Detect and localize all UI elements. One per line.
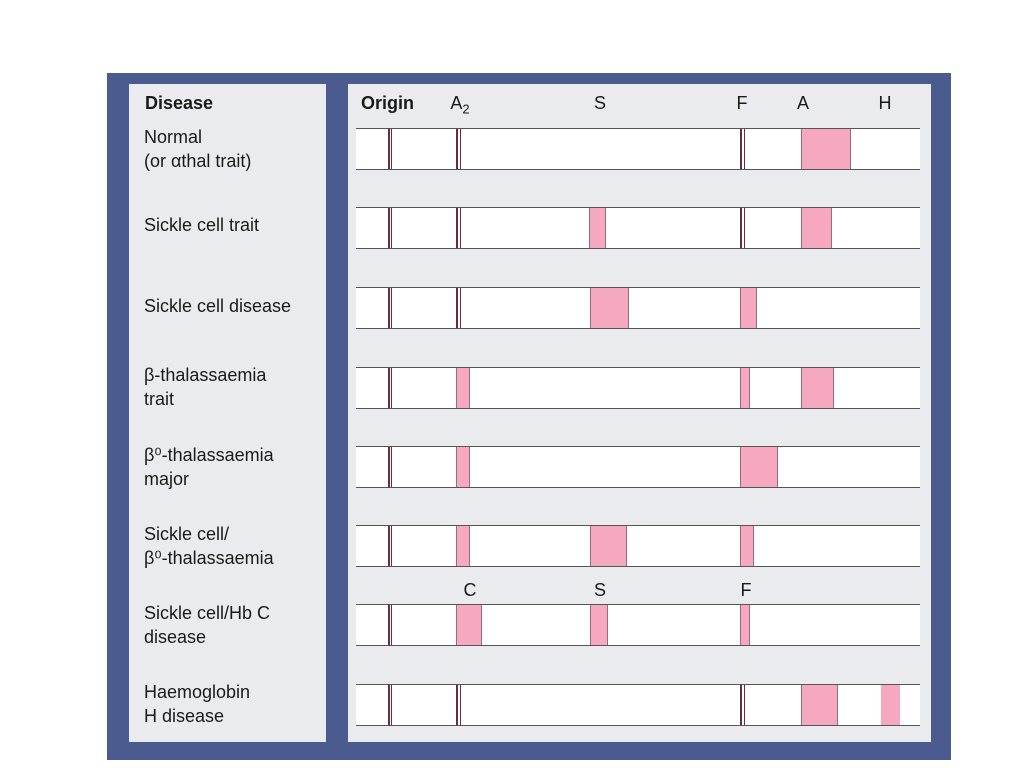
origin-header: Origin <box>361 93 414 113</box>
s-header: S <box>593 93 606 113</box>
disease-label-sickle-disease: Sickle cell disease <box>144 296 292 316</box>
hbf-band <box>740 605 750 645</box>
f-mark <box>740 129 745 169</box>
a2-mark <box>456 208 461 248</box>
hbf-band <box>740 288 757 328</box>
disease-label-beta0-thal-major: β⁰-thalassaemia major <box>144 445 274 489</box>
hba-band <box>801 208 832 248</box>
a-header: A <box>796 93 809 113</box>
f-mark <box>740 685 745 725</box>
origin-mark <box>388 605 392 645</box>
origin-mark <box>388 685 392 725</box>
hba2-band <box>456 526 470 566</box>
a2-mark <box>456 288 461 328</box>
origin-mark <box>388 208 392 248</box>
hbf-band <box>740 368 750 408</box>
disease-header: Disease <box>145 93 214 113</box>
disease-label-sickle-hbc: Sickle cell/Hb C disease <box>144 603 271 647</box>
a2-mark <box>456 685 461 725</box>
disease-label-normal: Normal (or αthal trait) <box>144 127 252 171</box>
disease-label-sickle-beta0-thal: Sickle cell/ β⁰-thalassaemia <box>144 524 274 568</box>
hba2-band <box>456 447 470 487</box>
origin-mark <box>388 447 392 487</box>
gel-strip-sickle-trait <box>356 207 920 249</box>
hbs-band <box>590 526 627 566</box>
disease-label-beta-thal-trait: β-thalassaemia trait <box>144 365 267 409</box>
origin-mark <box>388 526 392 566</box>
a2-header: $A_2$ <box>450 93 470 117</box>
hbs-band <box>590 288 629 328</box>
s-mid-header: S <box>593 580 606 600</box>
origin-mark <box>388 288 392 328</box>
gel-strip-sickle-disease <box>356 287 920 329</box>
hbf-band <box>740 447 778 487</box>
hba2-band <box>456 368 470 408</box>
hba-band <box>801 129 851 169</box>
hbh-band <box>881 685 900 725</box>
gel-strip-beta-thal-trait <box>356 367 920 409</box>
a2-mark <box>456 129 461 169</box>
c-mid-header: C <box>463 580 477 600</box>
hba-band <box>801 685 838 725</box>
gel-strip-beta0-thal-major <box>356 446 920 488</box>
f-mid-header: F <box>740 580 752 600</box>
origin-mark <box>388 368 392 408</box>
hbs-band <box>590 605 608 645</box>
gel-strip-normal <box>356 128 920 170</box>
gel-strip-hbh <box>356 684 920 726</box>
f-header: F <box>736 93 748 113</box>
hba-band <box>801 368 834 408</box>
origin-mark <box>388 129 392 169</box>
hbs-band <box>589 208 606 248</box>
gel-strip-sickle-beta0-thal <box>356 525 920 567</box>
hbf-band <box>740 526 754 566</box>
hbc-band <box>456 605 482 645</box>
gel-strip-sickle-hbc <box>356 604 920 646</box>
disease-label-sickle-trait: Sickle cell trait <box>144 215 260 235</box>
f-mark <box>740 208 745 248</box>
disease-label-hbh: Haemoglobin H disease <box>144 682 251 726</box>
h-header: H <box>878 93 892 113</box>
